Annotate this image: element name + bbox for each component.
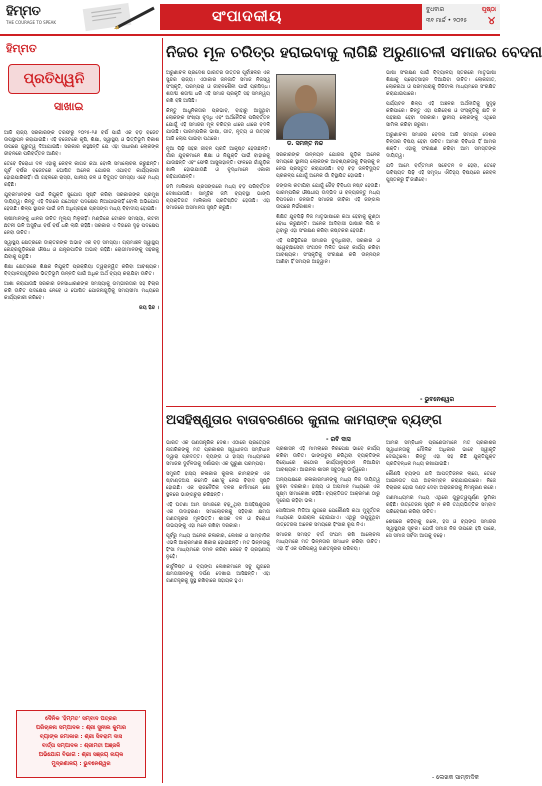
paragraph: ଜମି ମାଲିକାନା ପ୍ରସଙ୍ଗରେ ମଧ୍ୟ ବଡ଼ ପରିବର୍ତ୍ତନ ଦେଖାଯାଉଛି। ସାମୂହିକ ଜମି ବ୍ୟବସ୍ଥା ଭାଙ୍ଗି ବ୍ୟକ୍ତିଗତ ମାଲିକାନା ପ୍ରତିଷ୍ଠିତ ହେଉଛି। ଏହା ସମାଜରେ ଅସମାନତା ସୃଷ୍ଟି କରୁଛି। <box>166 184 270 211</box>
credit-line: ବ୍ୟାଙ୍କ ଜମାକାର : ଶ୍ରୀ ସିବରାମ ଦାସ <box>39 734 123 740</box>
article2-headline[interactable]: ଅସହିଷ୍ଣୁତାର ବାତାବରଣରେ କୁନାଲ କାମରାଙ୍କ ବ୍ୟଙ୍ଗ <box>166 413 442 428</box>
paragraph: ସମାଜର ସମସ୍ତ ବର୍ଗ ସଂଯମ ରଖି ଆଲୋଚନା ମାଧ୍ୟମରେ ମତ ଭିନ୍ନତାର ସମାଧାନ କରିବା ଉଚିତ। ଏହା ହିଁ ଏକ ପରିପକ୍ୱ ଗଣତନ୍ତ୍ରର ପରିଚୟ। <box>276 532 380 552</box>
page-number: ୪ <box>487 14 495 27</box>
banner-title: ସଂପାଦକୀୟ <box>212 7 283 25</box>
article1-author: ଡ. ସମନ୍ତ ନନ୍ଦ <box>286 140 324 147</box>
paragraph: ଆଶା କରାଯାଉଛି ସରକାର ଜନସାଧାରଣଙ୍କ ସମସ୍ୟାକୁ ଗମ୍ଭୀରତାର ସହ ବିଚାର କରି ଉଚିତ ପଦକ୍ଷେପ ନେବେ ଓ ଘୋଷିତ ଯୋଜନାଗୁଡ଼ିକୁ ସମୟସୀମା ମଧ୍ୟରେ କାର୍ଯ୍ୟକାରୀ କରିବେ। <box>4 281 159 301</box>
article2-column-3 <box>386 440 496 770</box>
article2-byline: - ରବି ଦାସ <box>326 436 351 443</box>
paragraph: ଶିକ୍ଷିତ ଯୁବପିଢ଼ି ନିଜ ମାତୃଭାଷାରେ କଥା ହେବାକୁ କୁଣ୍ଠା ବୋଧ କରୁଛନ୍ତି। ଅନେକ ଆଦିବାସୀ ଭାଷାର ଲିପି ନ ଥିବାରୁ ଏହା ସଂରକ୍ଷଣ କରିବା କଷ୍ଟକର ହେଉଛି। <box>276 214 380 234</box>
paragraph: ଏହି ଘଟଣା ଆମ ସମାଜରେ ବଢ଼ୁଥିବା ଅସହିଷ୍ଣୁତାର ଏକ ଉଦାହରଣ। ସମାଲୋଚନାକୁ ସହିବାର କ୍ଷମତା ଗଣତନ୍ତ୍ରର ମୂଳଭିତ୍ତି। ଶାସକ ଦଳ ଓ ବିରୋଧୀ ଉଭୟଙ୍କୁ ଏହା ମନେ ରଖିବା ଦରକାର। <box>166 502 270 529</box>
pratidhwani-small-title: ହିମ୍ମତ <box>6 42 37 55</box>
logo-text: ହିମ୍ମତ <box>6 4 41 19</box>
paragraph: ଅରୁଣାଚଳୀ ସମାଜର ବେଦନା ଆଜି ସମଗ୍ର ଦେଶର ଚିନ୍ତାର ବିଷୟ ହେବା ଉଚିତ। ଆମର ବିବିଧତା ହିଁ ଆମର ଶକ୍ତି। ଏହାକୁ ସଂରକ୍ଷଣ କରିବା ଆମ ସମସ୍ତଙ୍କ ଦାୟିତ୍ୱ। <box>386 132 496 159</box>
article1-column-3 <box>386 70 496 392</box>
credit-line: ପରିଚାଳନା ସମ୍ପାଦକ : ଶ୍ରୀ ସୁନୀଲ କୁମାର <box>35 725 127 731</box>
paragraph: ସ୍ୱାସ୍ଥ୍ୟ କ୍ଷେତ୍ରରେ ଡାକ୍ତରଙ୍କ ଅଭାବ ଏକ ବଡ଼ ସମସ୍ୟା। ଗ୍ରାମାଞ୍ଚଳ ସ୍ୱାସ୍ଥ୍ୟ କେନ୍ଦ୍ରଗୁଡ଼ିକରେ ଔଷଧ ଓ ଯନ୍ତ୍ରପାତିର ଅଭାବ ରହିଛି। ରୋଗୀମାନଙ୍କୁ ସହରକୁ ଯିବାକୁ ପଡୁଛି। <box>4 240 159 260</box>
left-column-text <box>4 130 159 690</box>
author-photo <box>276 74 336 140</box>
article2-column-1 <box>166 440 270 780</box>
paragraph: ପର୍ଯ୍ୟଟନ ଶିଳ୍ପ ଏହି ଅଞ୍ଚଳର ଅର୍ଥନୀତିକୁ ସୁଦୃଢ଼ କରିପାରେ। କିନ୍ତୁ ଏହା ପରିବେଶ ଓ ସଂସ୍କୃତିକୁ କ୍ଷତି ନ ପହଞ୍ଚାଇ ହେବା ଦରକାର। ସ୍ଥାନୀୟ ଲୋକଙ୍କୁ ଏଥିରେ ସାମିଲ କରିବା ଜରୁରୀ। <box>386 101 496 128</box>
credit-line: ବାର୍ତ୍ତା ସମ୍ପାଦକ : ଶ୍ରୀମତୀ ଅଞ୍ଜଳି <box>41 743 121 749</box>
date-page-box <box>422 4 500 30</box>
page-label: ପୃଷ୍ଠା <box>481 6 496 13</box>
column-divider <box>162 38 163 783</box>
article2-column-2 <box>276 446 380 780</box>
paragraph: ସୋସିଆଲ ମିଡିଆ ଯୁଗରେ ଯେକୌଣସି କଥା ମୁହୂର୍ତ୍ତକ ମଧ୍ୟରେ ଭାଇରାଲ ହୋଇଯାଏ। ଏଥିରୁ ଉପୁଜୁଥିବା ଉତ୍ତେଜନା ଅନେକ ସମୟରେ ହିଂସାର ରୂପ ନିଏ। <box>276 508 380 528</box>
author-shirt <box>283 113 329 139</box>
paragraph: ସରକାରଙ୍କ ଉନ୍ନୟନ ଯୋଜନା ଗୁଡ଼ିକ ଅନେକ ସମୟରେ ସ୍ଥାନୀୟ ଲୋକଙ୍କ ଆବଶ୍ୟକତାକୁ ବିଚାରକୁ ନ ନେଇ ପ୍ରସ୍ତୁତ କରାଯାଉଛି। ବଡ଼ ବଡ଼ ଜଳବିଦ୍ୟୁତ ପ୍ରକଳ୍ପ ଯୋଗୁଁ ଅନେକ ଗାଁ ବିସ୍ଥାପିତ ହୋଇଛି। <box>276 152 380 179</box>
article1-headline[interactable]: ନିଜର ମୂଳ ଚରିତ୍ର ହରାଇବାକୁ ଲାଗିଛି ଅରୁଣାଚଳୀ ସମାଜର ବେଦନା <box>166 43 542 61</box>
credit-line: ଅଭିଯୋଗ ବିଭାଗ : ଶ୍ରୀ ସଞ୍ଜୟ ନାୟକ <box>38 752 124 758</box>
paragraph: ଆମର ସମ୍ବିଧାନ ପ୍ରଣେତାମାନେ ମତ ପ୍ରକାଶର ସ୍ୱାଧୀନତାକୁ ମୌଳିକ ଅଧିକାର ଭାବେ ସ୍ୱୀକୃତି ଦେଇଥିଲେ। କିନ୍ତୁ ଏହା ସହ କିଛି ଯୁକ୍ତିଯୁକ୍ତ ପ୍ରତିବନ୍ଧକ ମଧ୍ୟ ରଖାଯାଇଛି। <box>386 440 496 467</box>
article2-end-mark: - ଲେଖକ ସାମ୍ବାଦିକ <box>432 774 479 781</box>
paragraph: ଶେଷରେ କହିବାକୁ ଗଲେ, ହସ ଓ ବ୍ୟଙ୍ଗ ସମାଜର ସ୍ୱାସ୍ଥ୍ୟର ସୂଚକ। ଯେଉଁ ସମାଜ ନିଜ ଉପରେ ହସି ପାରେ, ସେ ସମାଜ ସର୍ବଦା ଆଗକୁ ବଢ଼େ। <box>386 519 496 539</box>
paragraph: ଯଦି ଆମେ ବର୍ତ୍ତମାନ ସଚେତନ ନ ହେବା, ତେବେ ଭବିଷ୍ୟତ ପିଢ଼ି ଏହି ସମୃଦ୍ଧ ଐତିହ୍ୟ ବିଷୟରେ କେବଳ ପୁସ୍ତକରୁ ହିଁ ଜାଣିବେ। <box>386 163 496 183</box>
editorial-banner <box>160 4 422 30</box>
article1-column-1 <box>166 70 270 402</box>
paragraph: ତେବେ ବିରୋଧୀ ଦଳ ଏହାକୁ କେବଳ କାଗଜ କଥା ବୋଲି ସମାଲୋଚନା କରୁଛନ୍ତି। ପୂର୍ବ ବର୍ଷର ବଜେଟରେ ଘୋଷିତ ଅନେକ ଯୋଜନା ଏଯାବତ କାର୍ଯ୍ୟକାରୀ ହୋଇପାରିନାହିଁ। ଗାଁ ଗହଳରେ ରାସ୍ତା, ପାନୀୟ ଜଳ ଓ ବିଦ୍ୟୁତ ସମସ୍ୟା ଏବେ ମଧ୍ୟ ରହିଛି। <box>4 161 159 188</box>
paragraph: ଅରୁଣାଚଳ ପ୍ରଦେଶ ଭାରତର ଉତ୍ତର ପୂର୍ବାଞ୍ଚଳର ଏକ ସୁନ୍ଦର ରାଜ୍ୟ। ଏଠାକାର ଜନଜାତି ସମାଜ ନିଜସ୍ୱ ସଂସ୍କୃତି, ପରମ୍ପରା ଓ ଜୀବନଶୈଳୀ ପାଇଁ ପ୍ରସିଦ୍ଧ। ଶତାବ୍ଦୀ ଶତାବ୍ଦୀ ଧରି ଏହି ସମାଜ ପ୍ରକୃତି ସହ ସମନ୍ୱୟ ରଖି ବଞ୍ଚି ଆସିଛି। <box>166 70 270 104</box>
credit-line: ମୁଦ୍ରଣାଳୟ : ଭୁବନେଶ୍ୱର <box>51 761 111 767</box>
date-day: ବୁଧବାର <box>426 6 445 13</box>
paragraph: ଗଣମାଧ୍ୟମର ମଧ୍ୟ ଏଥିରେ ଗୁରୁତ୍ୱପୂର୍ଣ୍ଣ ଭୂମିକା ରହିଛି। ଉତ୍ତେଜନା ସୃଷ୍ଟି ନ କରି ତଥ୍ୟଭିତ୍ତିକ ସମ୍ବାଦ ପରିବେଷଣ କରିବା ଉଚିତ। <box>386 495 496 515</box>
paragraph: ଯୁବକମାନଙ୍କ ପାଇଁ ନିଯୁକ୍ତି ସୁଯୋଗ ସୃଷ୍ଟି କରିବା ସରକାରଙ୍କ ପ୍ରମୁଖ ଦାୟିତ୍ୱ। କିନ୍ତୁ ଏହି ଦିଗରେ ଯଥେଷ୍ଟ ପଦକ୍ଷେପ ନିଆଯାଇନାହିଁ ବୋଲି ଅଭିଯୋଗ ହେଉଛି। ଶିଳ୍ପ ସ୍ଥାପନ ପାଇଁ ଜମି ଅଧିଗ୍ରହଣ ପ୍ରସଙ୍ଗ ମଧ୍ୟ ବିବାଦୀୟ ହୋଇଛି। <box>4 192 159 212</box>
paragraph: ସମ୍ପ୍ରତି ହାସ୍ୟ କଳାକାର କୁନାଲ କାମରାଙ୍କ ଏକ ଷ୍ଟାଣ୍ଡଅପ କମେଡି ଶୋ'କୁ ନେଇ ବିବାଦ ସୃଷ୍ଟି ହୋଇଛି। ଏକ ରାଜନୈତିକ ଦଳର କର୍ମୀମାନେ ଶୋ ସ୍ଥଳରେ ଭାଙ୍ଗଚୁରା କରିଛନ୍ତି। <box>166 471 270 498</box>
paragraph: ଜଙ୍ଗଲ କଟାଯିବା ଯୋଗୁଁ ଜୈବ ବିବିଧତା ନଷ୍ଟ ହେଉଛି। ପାରମ୍ପରିକ ଔଷଧୀୟ ଉଦ୍ଭିଦ ଓ ବନ୍ୟଜନ୍ତୁ ମଧ୍ୟ ବିପଦରେ। ଜନଜାତି ସମାଜର ଜୀବିକା ଏହି ଜଙ୍ଗଲ ଉପରେ ନିର୍ଭରଶୀଳ। <box>276 183 380 210</box>
header-rule <box>0 34 500 36</box>
credits-box <box>16 710 146 778</box>
pratidhwani-logo <box>4 38 159 126</box>
pen-and-paper-icon <box>78 2 158 32</box>
paragraph: ପ୍ରଶାସନ ଏହି ମାମଲାରେ ନିରପେକ୍ଷ ଭାବେ କାର୍ଯ୍ୟ କରିବା ଉଚିତ। ଭାଙ୍ଗଚୁରା କରିଥିବା ବ୍ୟକ୍ତିଙ୍କ ବିରୋଧରେ କଠୋର କାର୍ଯ୍ୟାନୁଷ୍ଠାନ ନିଆଯିବା ଆବଶ୍ୟକ। ଆଇନର ଶାସନ ସବୁଠାରୁ ଊର୍ଦ୍ଧ୍ୱରେ। <box>276 446 380 473</box>
paragraph: ନୂଆ ପିଢ଼ି ସହର ଜୀବନ ପ୍ରତି ଆକୃଷ୍ଟ ହେଉଛନ୍ତି। ଗାଁର ଯୁବକମାନେ ଶିକ୍ଷା ଓ ନିଯୁକ୍ତି ପାଇଁ ବାହାରକୁ ଯାଉଛନ୍ତି ଏବଂ ଫେରି ଆସୁନାହାନ୍ତି। ଫଳରେ ଗାଁଗୁଡ଼ିକ ଖାଲି ହୋଇଯାଉଛି ଓ ବୃଦ୍ଧମାନେ ଏକାକୀ ରହିଯାଉଛନ୍ତି। <box>166 146 270 180</box>
logo-tagline: THE COURAGE TO SPEAK <box>6 20 57 25</box>
signoff: ଜୟ ହିନ୍ଦ । <box>139 305 159 311</box>
paragraph: ଏହି ପରିସ୍ଥିତିରେ ସମାଜର ବୁଦ୍ଧିଜୀବୀ, ସରକାର ଓ ସ୍ୱେଚ୍ଛାସେବୀ ସଂଗଠନ ମିଳିତ ଭାବେ କାର୍ଯ୍ୟ କରିବା ଆବଶ୍ୟକ। ସଂସ୍କୃତିକୁ ସଂରକ୍ଷଣ କରି ଉନ୍ନୟନ ଆଣିବା ହିଁ ସମୟର ଆହ୍ୱାନ। <box>276 238 380 265</box>
article1-column-2 <box>276 152 380 402</box>
paragraph: ଅନ୍ୟପକ୍ଷରେ କଳାକାରମାନଙ୍କୁ ମଧ୍ୟ ନିଜ ଦାୟିତ୍ୱ ବୁଝିବା ଦରକାର। ହାସ୍ୟ ଓ ଅପମାନ ମଧ୍ୟରେ ଏକ ସୂକ୍ଷ୍ମ ସୀମାରେଖା ରହିଛି। ବ୍ୟକ୍ତିଗତ ଆକ୍ରମଣ ଠାରୁ ଦୂରେଇ ରହିବା ଭଲ। <box>276 477 380 504</box>
article-separator <box>166 406 496 407</box>
masthead <box>0 0 500 34</box>
newspaper-logo[interactable] <box>6 4 72 30</box>
pratidhwani-subtitle: ସାଖାଇ <box>54 100 84 113</box>
article1-signature: - ଭୁବନେଶ୍ୱର <box>420 396 455 403</box>
paragraph: କୌଣସି ବ୍ୟଙ୍ଗ ଯଦି ଆପତ୍ତିଜନକ ଲାଗେ, ତେବେ ଆଇନଗତ ପଥ ଅବଲମ୍ବନ କରାଯାଇପାରେ। ନିଜେ ବିଚାରକ ହୋଇ ଦଣ୍ଡ ଦେବା ଅରାଜକତାକୁ ନିମନ୍ତ୍ରଣ କରେ। <box>386 471 496 491</box>
credit-line: ଦୈନିକ 'ହିମ୍ମତ' ସମ୍ବାଦ ପତ୍ରର <box>45 716 117 722</box>
paragraph: କାର୍ଟୁନିଷ୍ଟ ଓ ବ୍ୟଙ୍ଗ ଲେଖକମାନେ ସବୁ ଯୁଗରେ କ୍ଷମତାସୀନଙ୍କୁ ଦର୍ପଣ ଦେଖାଇ ଆସିଛନ୍ତି। ଏହା ଗଣତନ୍ତ୍ରକୁ ସୁସ୍ଥ ରଖିବାରେ ସହାୟକ ହୁଏ। <box>166 564 270 584</box>
author-face <box>295 85 317 111</box>
date-full: ୩୧ ମାର୍ଚ୍ଚ • ୨୦୨୫ <box>426 17 468 24</box>
paragraph: ଭାଷା ସଂରକ୍ଷଣ ପାଇଁ ବିଦ୍ୟାଳୟ ସ୍ତରରେ ମାତୃଭାଷା ଶିକ୍ଷାକୁ ପ୍ରୋତ୍ସାହନ ଦିଆଯିବା ଉଚିତ। ଲୋକଗୀତ, ଲୋକକଥା ଓ ପରମ୍ପରାକୁ ଡିଜିଟାଲ ମାଧ୍ୟମରେ ସଂରକ୍ଷିତ କରାଯାଇପାରେ। <box>386 70 496 97</box>
paragraph: ଶିକ୍ଷା କ୍ଷେତ୍ରରେ ଶିକ୍ଷକ ନିଯୁକ୍ତି ପ୍ରକ୍ରିୟା ତ୍ୱରାନ୍ୱିତ କରିବା ଆବଶ୍ୟକ। ବିଦ୍ୟାଳୟଗୁଡ଼ିକର ଭିତ୍ତିଭୂମି ଉନ୍ନତି ପାଇଁ ଅଧିକ ଅର୍ଥ ବ୍ୟୟ କରାଯିବା ଉଚିତ। <box>4 264 159 277</box>
paragraph: ଆଜି ରାଜ୍ୟ ସରକାରଙ୍କ ତରଫରୁ ୨୦୨୫-୨୬ ବର୍ଷ ପାଇଁ ଏକ ବଡ଼ ବଜେଟ ଉପସ୍ଥାପନ କରାଯାଇଛି। ଏହି ବଜେଟରେ କୃଷି, ଶିକ୍ଷା, ସ୍ୱାସ୍ଥ୍ୟ ଓ ଭିତ୍ତିଭୂମି ବିକାଶ ଉପରେ ଗୁରୁତ୍ୱ ଦିଆଯାଇଛି। ସରକାର କହୁଛନ୍ତି ଯେ ଏହା ସାଧାରଣ ଲୋକଙ୍କ ଜୀବନରେ ପରିବର୍ତ୍ତନ ଆଣିବ। <box>4 130 159 157</box>
left-column <box>4 38 159 783</box>
pratidhwani-title: ପ୍ରତିଧ୍ୱନି <box>8 64 100 94</box>
paragraph: ଭାରତ ଏକ ଗଣତାନ୍ତ୍ରିକ ଦେଶ। ଏଠାରେ ପ୍ରତ୍ୟେକ ନାଗରିକଙ୍କୁ ମତ ପ୍ରକାଶର ସ୍ୱାଧୀନତା ସମ୍ବିଧାନ ଦ୍ୱାରା ପ୍ରଦତ୍ତ। ବ୍ୟଙ୍ଗ ଓ ହାସ୍ୟ ମାଧ୍ୟମରେ ସମାଜର ଦୁର୍ବଳତାକୁ ଦର୍ଶାଇବା ଏକ ପୁରୁଣା ପରମ୍ପରା। <box>166 440 270 467</box>
paragraph: କିନ୍ତୁ ଆଧୁନିକତାର ପ୍ରଭାବ, ବାହାରୁ ଆସୁଥିବା ଲୋକଙ୍କ ସଂଖ୍ୟା ବୃଦ୍ଧି ଏବଂ ଅର୍ଥନୈତିକ ପରିବର୍ତ୍ତନ ଯୋଗୁଁ ଏହି ସମାଜର ମୂଳ ଚରିତ୍ର ଧୀରେ ଧୀରେ ବଦଳି ଯାଉଛି। ପାରମ୍ପରିକ ଭାଷା, ଗୀତ, ନୃତ୍ୟ ଓ ଉତ୍ସବ ଆଜି ଲୋପ ପାଇବା ପଥରେ। <box>166 108 270 142</box>
paragraph: ପୂର୍ବରୁ ମଧ୍ୟ ଅନେକ କଳାକାର, ଲେଖକ ଓ ସାମ୍ବାଦିକ ଏଭଳି ଆକ୍ରମଣର ଶିକାର ହୋଇଛନ୍ତି। ମତ ଭିନ୍ନତାକୁ ହିଂସା ମାଧ୍ୟମରେ ଦମନ କରିବା କେବେ ବି ଗ୍ରହଣୀୟ ନୁହେଁ। <box>166 533 270 560</box>
paragraph: ଚାଷୀମାନଙ୍କୁ ଧାନର ଉଚିତ ମୂଲ୍ୟ ମିଳୁନାହିଁ। ମଣ୍ଡିରେ ଟୋକନ ସମସ୍ୟା, କଟନୀ ଛଟନୀ ଭଳି ଅସୁବିଧା ବର୍ଷ ବର୍ଷ ଧରି ଲାଗି ରହିଛି। ସରକାର ଏ ଦିଗରେ ଦୃଢ଼ ପଦକ୍ଷେପ ନେବା ଉଚିତ। <box>4 216 159 236</box>
